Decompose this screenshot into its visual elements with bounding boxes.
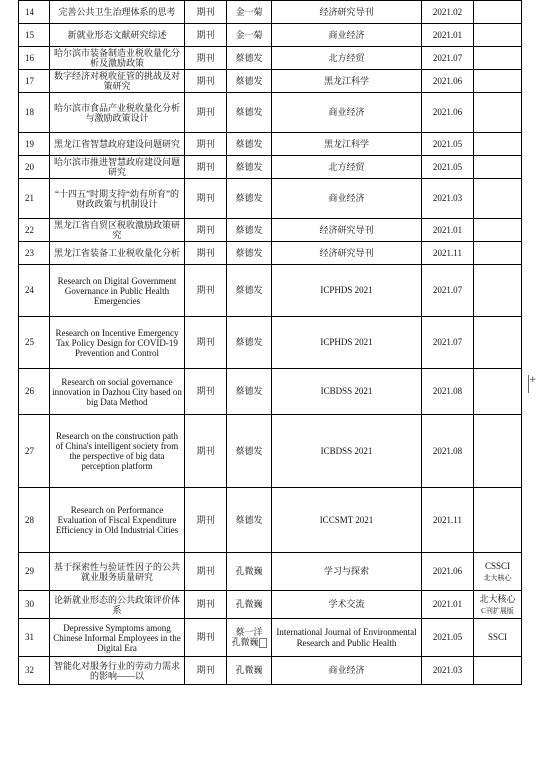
date-cell-text: 2021.06 <box>432 75 463 86</box>
journal-cell <box>272 317 422 369</box>
publication-type-cell <box>185 1 227 24</box>
row-number-cell <box>19 553 50 591</box>
author-cell <box>227 24 272 47</box>
date-cell <box>422 415 474 488</box>
journal-cell-text: 黑龙江科学 <box>323 75 369 86</box>
date-cell-text: 2021.11 <box>433 247 462 258</box>
journal-cell <box>272 242 422 265</box>
journal-cell <box>272 1 422 24</box>
paper-title-cell <box>50 488 185 553</box>
paper-title-cell <box>50 415 185 488</box>
author-cell <box>227 242 272 265</box>
row-number-cell-text: 20 <box>25 161 34 172</box>
journal-cell <box>272 47 422 70</box>
row-number-cell <box>19 415 50 488</box>
index-rank-cell-text: CSSCI <box>484 561 510 571</box>
author-cell-text: 蔡德发 <box>235 285 263 296</box>
row-number-cell-text: 28 <box>25 514 34 525</box>
paper-title-cell <box>50 369 185 415</box>
date-cell <box>422 70 474 93</box>
text-cursor-box <box>259 638 267 648</box>
paper-title-cell <box>50 93 185 133</box>
author-cell <box>227 219 272 242</box>
publication-type-cell <box>185 657 227 685</box>
publication-type-cell-text: 期刊 <box>196 75 215 86</box>
row-number-cell <box>19 369 50 415</box>
journal-cell <box>272 369 422 415</box>
publication-type-cell <box>185 133 227 156</box>
publication-type-cell-text: 期刊 <box>196 6 215 17</box>
row-number-cell <box>19 156 50 179</box>
paper-title-cell <box>50 317 185 369</box>
index-rank-cell <box>474 265 522 317</box>
table-row <box>19 242 522 265</box>
row-number-cell-text: 31 <box>25 632 34 643</box>
index-rank-cell <box>474 415 522 488</box>
author-cell-text: 蔡一洋 <box>235 626 263 637</box>
author-cell-text: 蔡德发 <box>235 161 263 172</box>
index-rank-cell <box>474 1 522 24</box>
table-row <box>19 415 522 488</box>
date-cell <box>422 619 474 657</box>
date-cell <box>422 179 474 219</box>
table-row <box>19 488 522 553</box>
date-cell-text: 2021.02 <box>432 6 463 17</box>
date-cell-text: 2021.08 <box>432 445 463 456</box>
publication-type-cell-text: 期刊 <box>196 632 215 643</box>
date-cell-text: 2021.03 <box>432 193 463 204</box>
row-number-cell <box>19 70 50 93</box>
date-cell-text: 2021.07 <box>432 52 463 63</box>
date-cell-text: 2021.08 <box>432 386 463 397</box>
row-number-cell <box>19 619 50 657</box>
paper-title-cell <box>50 156 185 179</box>
table-row <box>19 133 522 156</box>
index-rank-cell <box>474 317 522 369</box>
author-cell <box>227 317 272 369</box>
journal-cell-text: 经济研究导刊 <box>319 6 374 17</box>
date-cell-text: 2021.01 <box>432 224 463 235</box>
row-number-cell-text: 26 <box>25 386 34 397</box>
publication-type-cell-text: 期刊 <box>196 107 215 118</box>
index-rank-cell <box>474 93 522 133</box>
publication-type-cell-text: 期刊 <box>196 285 215 296</box>
row-number-cell <box>19 242 50 265</box>
publication-table <box>18 0 522 685</box>
journal-cell-text: 学习与探索 <box>323 566 369 577</box>
author-cell-second-text: 孔微巍 <box>231 637 259 648</box>
table-row <box>19 619 522 657</box>
author-cell <box>227 369 272 415</box>
row-number-cell <box>19 265 50 317</box>
row-number-cell-text: 18 <box>25 107 34 118</box>
paper-title-cell <box>50 219 185 242</box>
paper-title-cell-text: Research on social governance innovation in Dazhou City based on big Data Method <box>52 376 182 407</box>
paper-title-cell <box>50 70 185 93</box>
paper-title-cell-text: 数字经济对税收征管的挑战及对策研究 <box>53 71 180 91</box>
index-rank-cell <box>474 242 522 265</box>
journal-cell-text: 北方经贸 <box>328 52 365 63</box>
row-number-cell-text: 27 <box>25 445 34 456</box>
author-cell-text: 蔡德发 <box>235 224 263 235</box>
date-cell-text: 2021.05 <box>432 161 463 172</box>
publication-type-cell-text: 期刊 <box>196 138 215 149</box>
date-cell-text: 2021.05 <box>432 632 463 643</box>
publication-type-cell <box>185 156 227 179</box>
paper-title-cell-text: 基于探索性与验证性因子的公共就业服务质量研究 <box>53 561 180 582</box>
index-rank-cell <box>474 591 522 619</box>
row-number-cell <box>19 317 50 369</box>
publication-type-cell-text: 期刊 <box>196 193 215 204</box>
journal-cell <box>272 619 422 657</box>
publication-type-cell <box>185 553 227 591</box>
journal-cell-text: ICCSMT 2021 <box>319 514 374 525</box>
journal-cell-text: ICPHDS 2021 <box>320 285 373 296</box>
journal-cell-text: 商业经济 <box>328 193 365 204</box>
journal-cell <box>272 591 422 619</box>
row-number-cell <box>19 133 50 156</box>
paper-title-cell <box>50 242 185 265</box>
author-cell <box>227 1 272 24</box>
index-rank-cell <box>474 70 522 93</box>
paper-title-cell-text: 论新就业形态的公共政策评价体系 <box>53 594 180 615</box>
journal-cell-text: ICPHDS 2021 <box>320 337 373 348</box>
paper-title-cell-text: 新就业形态文献研究综述 <box>67 30 167 40</box>
date-cell <box>422 591 474 619</box>
publication-type-cell <box>185 265 227 317</box>
journal-cell-text: International Journal of Environmental Research and Public Health <box>276 627 417 648</box>
row-number-cell <box>19 219 50 242</box>
date-cell <box>422 488 474 553</box>
publication-type-cell <box>185 47 227 70</box>
author-cell-text: 蔡德发 <box>235 52 263 63</box>
paper-title-cell-text: 哈尔滨市推进智慧政府建设问题研究 <box>53 157 180 177</box>
author-cell <box>227 265 272 317</box>
paper-title-cell <box>50 179 185 219</box>
table-row <box>19 93 522 133</box>
author-cell <box>227 156 272 179</box>
date-cell <box>422 657 474 685</box>
row-number-cell <box>19 657 50 685</box>
journal-cell <box>272 265 422 317</box>
author-cell-text: 孔微巍 <box>235 599 263 610</box>
date-cell <box>422 242 474 265</box>
paper-title-cell-text: 智能化对服务行业的劳动力需求的影响——以 <box>53 660 180 681</box>
journal-cell <box>272 415 422 488</box>
journal-cell <box>272 70 422 93</box>
paper-title-cell <box>50 133 185 156</box>
author-cell-text: 孔微巍 <box>235 665 263 676</box>
table-row <box>19 70 522 93</box>
author-cell <box>227 179 272 219</box>
row-number-cell-text: 21 <box>25 193 34 204</box>
author-cell <box>227 415 272 488</box>
author-cell <box>227 133 272 156</box>
author-cell <box>227 553 272 591</box>
table-row <box>19 317 522 369</box>
index-rank-second-text: 北大核心 <box>483 573 512 582</box>
journal-cell <box>272 219 422 242</box>
table-row <box>19 179 522 219</box>
publication-type-cell <box>185 219 227 242</box>
index-rank-cell <box>474 47 522 70</box>
date-cell <box>422 156 474 179</box>
journal-cell-text: 经济研究导刊 <box>319 224 374 235</box>
paper-title-cell <box>50 657 185 685</box>
index-rank-cell <box>474 156 522 179</box>
row-number-cell-text: 22 <box>25 224 34 235</box>
publication-type-cell-text: 期刊 <box>196 247 215 258</box>
date-cell <box>422 133 474 156</box>
publication-type-cell <box>185 317 227 369</box>
publication-type-cell <box>185 591 227 619</box>
publication-type-cell <box>185 369 227 415</box>
author-cell <box>227 657 272 685</box>
row-number-cell <box>19 1 50 24</box>
table-row <box>19 1 522 24</box>
paper-title-cell-text: Research on the construction path of China's intelligent society from the perspective of big data perception platform <box>55 431 179 471</box>
publication-type-cell-text: 期刊 <box>196 161 215 172</box>
table-row <box>19 657 522 685</box>
row-number-cell-text: 24 <box>25 285 34 296</box>
row-number-cell-text: 25 <box>25 337 34 348</box>
publication-type-cell <box>185 242 227 265</box>
index-rank-cell <box>474 133 522 156</box>
row-number-cell <box>19 591 50 619</box>
publication-type-cell-text: 期刊 <box>196 386 215 397</box>
row-number-cell-text: 17 <box>25 75 34 86</box>
author-cell-text: 蔡德发 <box>235 75 263 86</box>
publication-type-cell-text: 期刊 <box>196 224 215 235</box>
table-row <box>19 47 522 70</box>
date-cell <box>422 553 474 591</box>
index-rank-cell <box>474 369 522 415</box>
row-number-cell <box>19 93 50 133</box>
paper-title-cell <box>50 1 185 24</box>
date-cell <box>422 317 474 369</box>
journal-cell-text: 北方经贸 <box>328 161 365 172</box>
author-cell <box>227 591 272 619</box>
paper-title-cell-text: 黑龙江省装备工业税收量化分析 <box>53 248 180 258</box>
row-number-cell <box>19 179 50 219</box>
paper-title-cell-text: 黑龙江省自贸区税收激励政策研究 <box>53 220 180 240</box>
journal-cell-text: ICBDSS 2021 <box>320 386 373 397</box>
journal-cell <box>272 133 422 156</box>
author-cell-text: 蔡德发 <box>235 445 263 456</box>
row-number-cell-text: 19 <box>25 138 34 149</box>
index-rank-second-text: C刊扩展版 <box>481 606 514 615</box>
table-body <box>19 1 522 685</box>
date-cell <box>422 265 474 317</box>
date-cell-text: 2021.03 <box>432 665 463 676</box>
journal-cell-text: 学术交流 <box>328 599 365 610</box>
journal-cell-text: 商业经济 <box>328 665 365 676</box>
table-row <box>19 553 522 591</box>
publication-type-cell-text: 期刊 <box>196 514 215 525</box>
journal-cell <box>272 553 422 591</box>
publication-type-cell <box>185 179 227 219</box>
row-number-cell-text: 14 <box>25 6 34 17</box>
journal-cell-text: 商业经济 <box>328 29 365 40</box>
author-cell-text: 金一菊 <box>235 6 263 17</box>
author-cell <box>227 488 272 553</box>
paper-title-cell-text: Research on Incentive Emergency Tax Policy Design for COVID-19 Prevention and Control <box>55 327 179 358</box>
author-cell <box>227 93 272 133</box>
table-row <box>19 265 522 317</box>
date-cell-text: 2021.05 <box>432 138 463 149</box>
index-rank-cell <box>474 488 522 553</box>
date-cell-text: 2021.06 <box>432 107 463 118</box>
index-rank-cell <box>474 619 522 657</box>
row-number-cell-text: 23 <box>25 247 34 258</box>
author-cell-text: 蔡德发 <box>235 193 263 204</box>
date-cell <box>422 369 474 415</box>
paper-title-cell <box>50 553 185 591</box>
paper-title-cell <box>50 47 185 70</box>
row-number-cell <box>19 488 50 553</box>
index-rank-cell-text: 北大核心 <box>479 594 516 604</box>
publication-type-cell-text: 期刊 <box>196 665 215 676</box>
author-cell-text: 蔡德发 <box>235 138 263 149</box>
row-number-cell-text: 32 <box>25 665 34 676</box>
author-cell-text: 蔡德发 <box>235 247 263 258</box>
journal-cell-text: 黑龙江科学 <box>323 138 369 149</box>
journal-cell <box>272 488 422 553</box>
author-cell-text: 蔡德发 <box>235 514 263 525</box>
paper-title-cell-text: 完善公共卫生治理体系的思考 <box>58 7 176 17</box>
paper-title-cell-text: 黑龙江省智慧政府建设问题研究 <box>53 139 180 149</box>
table-row <box>19 219 522 242</box>
publication-type-cell-text: 期刊 <box>196 337 215 348</box>
paper-title-cell <box>50 591 185 619</box>
paper-title-cell-text: “十四五”时期支持“幼有所育”的财政政策与机制设计 <box>55 188 179 209</box>
author-cell <box>227 619 272 657</box>
journal-cell-text: ICBDSS 2021 <box>320 445 373 456</box>
journal-cell <box>272 24 422 47</box>
date-cell <box>422 24 474 47</box>
journal-cell-text: 商业经济 <box>328 107 365 118</box>
date-cell-text: 2021.07 <box>432 337 463 348</box>
row-number-cell <box>19 24 50 47</box>
date-cell-text: 2021.01 <box>432 599 463 610</box>
date-cell <box>422 47 474 70</box>
author-cell <box>227 47 272 70</box>
date-cell <box>422 219 474 242</box>
paper-title-cell-text: Depressive Symptoms among Chinese Informal Employees in the Digital Era <box>53 622 181 653</box>
author-cell <box>227 70 272 93</box>
date-cell-text: 2021.06 <box>432 566 463 577</box>
index-rank-cell <box>474 553 522 591</box>
author-cell-text: 孔微巍 <box>235 566 263 577</box>
paper-title-cell-text: Research on Digital Government Governance in Public Health Emergencies <box>57 275 177 306</box>
row-number-cell-text: 16 <box>25 52 34 63</box>
table-row <box>19 369 522 415</box>
paper-title-cell-text: 哈尔滨市食品产业税收量化分析与激励政策设计 <box>53 102 180 123</box>
publication-type-cell-text: 期刊 <box>196 599 215 610</box>
author-cell-text: 蔡德发 <box>235 107 263 118</box>
date-cell <box>422 93 474 133</box>
paper-title-cell-text: 哈尔滨市装备制造业税收量化分析及激励政策 <box>53 48 180 68</box>
journal-cell <box>272 179 422 219</box>
index-rank-cell <box>474 657 522 685</box>
row-number-cell <box>19 47 50 70</box>
index-rank-cell-text: SSCI <box>487 632 507 643</box>
date-cell-text: 2021.01 <box>432 29 463 40</box>
row-number-cell-text: 30 <box>25 599 34 610</box>
date-cell <box>422 1 474 24</box>
table-row <box>19 24 522 47</box>
journal-cell <box>272 657 422 685</box>
publication-type-cell-text: 期刊 <box>196 29 215 40</box>
publication-type-cell <box>185 24 227 47</box>
row-number-cell-text: 29 <box>25 566 34 577</box>
paper-title-cell <box>50 265 185 317</box>
date-cell-text: 2021.11 <box>433 514 462 525</box>
date-cell-text: 2021.07 <box>432 285 463 296</box>
index-rank-cell <box>474 24 522 47</box>
publication-type-cell <box>185 488 227 553</box>
journal-cell <box>272 156 422 179</box>
index-rank-cell <box>474 179 522 219</box>
publication-type-cell-text: 期刊 <box>196 52 215 63</box>
side-marker: + <box>528 375 535 393</box>
publication-type-cell <box>185 415 227 488</box>
table-row <box>19 591 522 619</box>
publication-type-cell-text: 期刊 <box>196 445 215 456</box>
row-number-cell-text: 15 <box>25 29 34 40</box>
table-row <box>19 156 522 179</box>
author-cell-text: 金一菊 <box>235 29 263 40</box>
paper-title-cell-text: Research on Performance Evaluation of Fiscal Expenditure Efficiency in Old Industrial Cities <box>55 505 179 535</box>
publication-type-cell-text: 期刊 <box>196 566 215 577</box>
paper-title-cell <box>50 24 185 47</box>
publication-type-cell <box>185 70 227 93</box>
publication-type-cell <box>185 93 227 133</box>
journal-cell-text: 经济研究导刊 <box>319 247 374 258</box>
journal-cell <box>272 93 422 133</box>
author-cell-text: 蔡德发 <box>235 337 263 348</box>
publication-type-cell <box>185 619 227 657</box>
author-cell-text: 蔡德发 <box>235 386 263 397</box>
index-rank-cell <box>474 219 522 242</box>
paper-title-cell <box>50 619 185 657</box>
